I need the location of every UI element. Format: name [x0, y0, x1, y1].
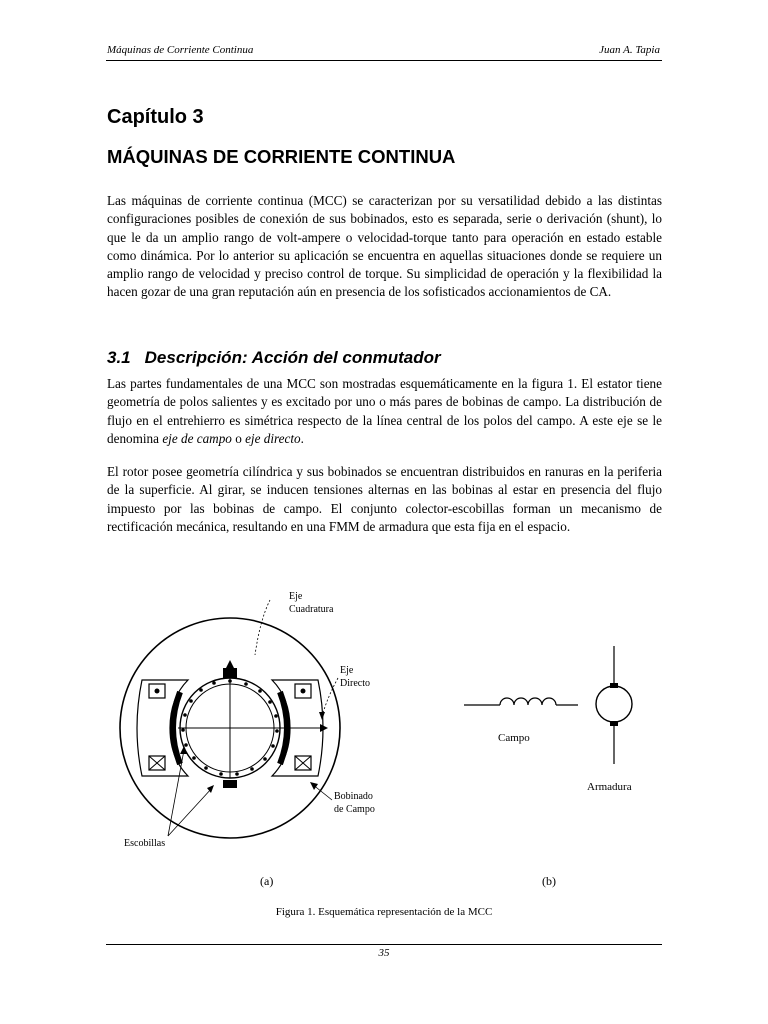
field-coil-bottom-left: [149, 756, 165, 770]
direct-axis-arrow: [320, 724, 328, 732]
page-header: [107, 44, 660, 60]
label-eje-directo-2: Directo: [340, 678, 370, 689]
armature-brush-bottom: [610, 721, 618, 726]
dc-machine-cross-section: [120, 591, 375, 888]
section-heading: [107, 348, 441, 368]
figure-1-diagram: [100, 580, 680, 910]
header-author: Juan A. Tapia: [599, 44, 660, 56]
paragraph-1-end: .: [300, 430, 304, 446]
label-sub-a: (a): [260, 874, 274, 888]
chapter-label: Capítulo 3: [107, 106, 204, 128]
field-coil-bottom-right: [295, 756, 311, 770]
section-title: Descripción: Acción del conmutador: [144, 348, 441, 367]
leader-escobillas-1: [168, 788, 212, 836]
paragraph-1: [107, 375, 662, 448]
header-rule: [106, 60, 662, 61]
dc-machine-schematic: [464, 646, 632, 888]
quadrature-axis-arrow: [226, 660, 234, 668]
leader-bobinado-arrow: [310, 782, 318, 790]
paragraph-1-text: Las partes fundamentales de una MCC son mostradas esquemáticamente en la figura 1. El estator tiene geometría de polos salientes y es excitado por uno o más pares de bobinas de campo. La distribución de flujo en el entrehierro es simétrica respecto de la línea central de los polos del campo. A este eje se le denomina: [107, 376, 662, 446]
term-eje-directo: eje directo: [245, 430, 301, 446]
label-bobinado-2: de Campo: [334, 804, 375, 815]
armature-symbol: [596, 686, 632, 722]
label-eje-directo-1: Eje: [340, 665, 354, 676]
label-armadura: Armadura: [587, 781, 632, 793]
chapter-title: MÁQUINAS DE CORRIENTE CONTINUA: [107, 146, 456, 167]
label-eje-cuadratura-1: Eje: [289, 591, 303, 602]
field-coil-symbol: [500, 698, 556, 705]
label-eje-cuadratura-2: Cuadratura: [289, 604, 334, 615]
section-number: 3.1: [107, 348, 131, 367]
field-coil-top-left: [149, 684, 165, 698]
brush-bottom: [223, 780, 237, 788]
label-escobillas: Escobillas: [124, 838, 166, 849]
leader-escobillas-2-arrow: [180, 746, 187, 754]
intro-paragraph: Las máquinas de corriente continua (MCC) se caracterizan por su versatilidad debido a las distintas configuraciones posibles de conexión de sus bobinados, esto es separada, serie o derivación (shunt), lo que le da un amplio rango de volt-ampere o velocidad-torque tanto para operación en estado estable como dinámica. Por lo anterior su aplicación se encuentra en aquellas situaciones donde se requiere un amplio rango de velocidad y preciso control de torque. Su simplicidad de operación y la flexibilidad la hacen gozar de una gran reputación aún en presencia de los sofisticados accionamientos de CA.: [107, 193, 662, 300]
leader-eje-cuadratura: [255, 600, 270, 655]
footer-rule: [106, 944, 662, 945]
armature-brush-top: [610, 683, 618, 688]
paragraph-2: El rotor posee geometría cilíndrica y sus bobinados se encuentran distribuidos en ranuras en la periferia de la superficie. Al girar, se inducen tensiones alternas en las bobinas al estar en presencia del flujo impuesto por las bobinas de campo. El conjunto colector-escobillas forman un mecanismo de rectificación mecánica, resultando en una FMM de armadura que esta fija en el espacio.: [107, 464, 662, 534]
header-title: Máquinas de Corriente Continua: [107, 44, 254, 56]
leader-eje-directo-arrow: [319, 712, 325, 720]
figure-caption: Figura 1. Esquemática representación de la MCC: [275, 906, 493, 918]
field-coil-top-right: [295, 684, 311, 698]
paragraph-1-mid: o: [231, 430, 246, 446]
label-campo: Campo: [498, 732, 530, 744]
label-bobinado-1: Bobinado: [334, 791, 373, 802]
label-sub-b: (b): [542, 874, 556, 888]
page-number: 35: [378, 947, 390, 959]
term-eje-campo: eje de campo: [162, 430, 232, 446]
